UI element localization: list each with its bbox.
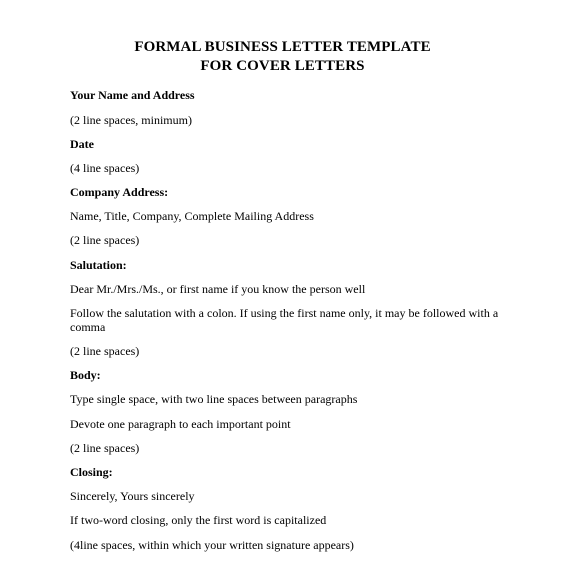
body-text: Dear Mr./Mrs./Ms., or first name if you know the person well — [70, 282, 366, 296]
heading-your-name-and-address: Your Name and Address — [70, 88, 195, 102]
heading-salutation: Salutation: — [70, 258, 127, 272]
document-title-line-1: FORMAL BUSINESS LETTER TEMPLATE — [134, 39, 431, 55]
body-text: Devote one paragraph to each important point — [70, 417, 291, 431]
note-line-spaces: (2 line spaces, minimum) — [70, 113, 192, 127]
body-text: Follow the salutation with a colon. If using the first name only, it may be followed with a comma — [70, 306, 499, 334]
document-title-line-2: FOR COVER LETTERS — [200, 58, 365, 74]
body-text: If two-word closing, only the first word is capitalized — [70, 513, 327, 527]
heading-date: Date — [70, 137, 94, 151]
heading-body: Body: — [70, 368, 101, 382]
note-line-spaces: (2 line spaces) — [70, 344, 140, 358]
note-line-spaces: (2 line spaces) — [70, 233, 140, 247]
body-text: Type single space, with two line spaces between paragraphs — [70, 392, 358, 406]
heading-company-address: Company Address: — [70, 185, 169, 199]
note-line-spaces: (4line spaces, within which your written signature appears) — [70, 538, 354, 552]
note-line-spaces: (2 line spaces) — [70, 441, 140, 455]
body-text: Sincerely, Yours sincerely — [70, 489, 195, 503]
note-line-spaces: (4 line spaces) — [70, 161, 140, 175]
heading-closing: Closing: — [70, 465, 113, 479]
body-text: Name, Title, Company, Complete Mailing Address — [70, 209, 314, 223]
